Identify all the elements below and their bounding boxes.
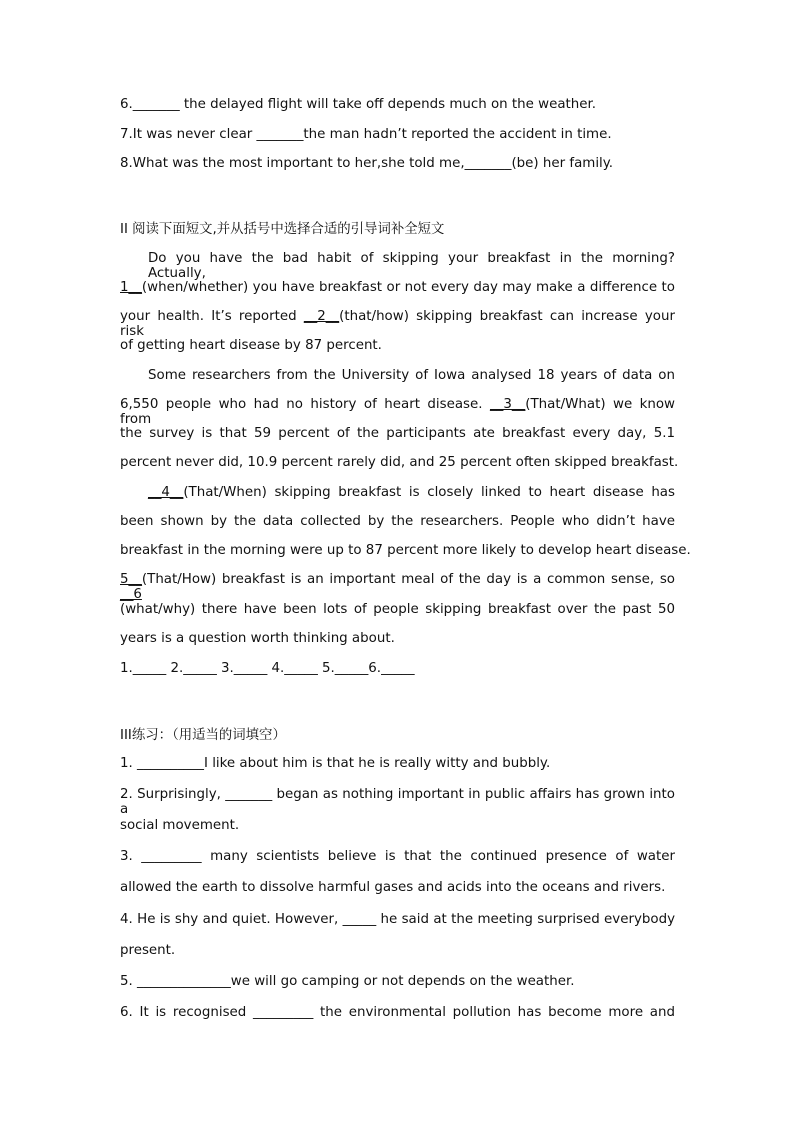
passage-line [120, 280, 675, 295]
passage-line [120, 485, 675, 500]
passage-line: been shown by the data collected by the researchers. People who didn’t have [120, 514, 675, 529]
exercise-2: 2. Surprisingly, _______ began as nothing important in public affairs has grown into a [120, 787, 675, 817]
exercise-4: 4. He is shy and quiet. However, _____ he said at the meeting surprised everybody [120, 912, 675, 927]
blank-1[interactable]: 1__ [120, 280, 142, 295]
exercise-3-cont: allowed the earth to dissolve harmful gases and acids into the oceans and rivers. [120, 880, 666, 895]
exercise-4-cont: present. [120, 943, 176, 958]
passage-line: Do you have the bad habit of skipping your breakfast in the morning? Actually, [148, 251, 675, 281]
passage-line: Some researchers from the University of Iowa analysed 18 years of data on [148, 368, 675, 383]
exercise-3: 3. _________ many scientists believe is that the continued presence of water [120, 849, 675, 864]
exercise-1: 1. __________I like about him is that he is really witty and bubbly. [120, 756, 551, 771]
passage-line: percent never did, 10.9 percent rarely did, and 25 percent often skipped breakfast. [120, 455, 679, 470]
passage-text: (That/When) skipping breakfast is closely linked to heart disease has [183, 485, 675, 500]
passage-line: (what/why) there have been lots of people skipping breakfast over the past 50 [120, 602, 675, 617]
exercise-5: 5. ______________we will go camping or not depends on the weather. [120, 974, 575, 989]
blank-6[interactable]: __6 [120, 587, 142, 602]
exercise-6: 6. It is recognised _________ the environmental pollution has become more and [120, 1005, 675, 1020]
passage-line: of getting heart disease by 87 percent. [120, 338, 382, 353]
blank-3[interactable]: __3__ [489, 397, 526, 412]
question-7: 7.It was never clear _______the man hadn’t reported the accident in time. [120, 127, 612, 142]
passage-line [120, 572, 675, 602]
question-8: 8.What was the most important to her,she told me,_______(be) her family. [120, 156, 614, 171]
passage-text: (when/whether) you have breakfast or not every day may make a difference to [141, 280, 675, 295]
passage-text: (That/What) we know from [120, 397, 676, 427]
passage-text: your health. It’s reported [120, 309, 297, 324]
passage-line: years is a question worth thinking about. [120, 631, 395, 646]
passage-line [120, 397, 675, 427]
passage-line [120, 309, 675, 339]
section-2-heading: II 阅读下面短文,并从括号中选择合适的引导词补全短文 [120, 222, 445, 237]
blank-2[interactable]: __2__ [303, 309, 340, 324]
exercise-2-cont: social movement. [120, 818, 240, 833]
passage-text: (that/how) skipping breakfast can increase your risk [120, 309, 675, 339]
passage-text: 6,550 people who had no history of heart disease. [120, 397, 483, 412]
passage-line: the survey is that 59 percent of the participants ate breakfast every day, 5.1 [120, 426, 675, 441]
answer-blanks[interactable]: 1._____ 2._____ 3._____ 4._____ 5._____6._____ [120, 661, 415, 676]
question-6: 6._______ the delayed flight will take off depends much on the weather. [120, 97, 597, 112]
blank-4[interactable]: __4__ [148, 485, 184, 500]
blank-5[interactable]: 5__ [120, 572, 142, 587]
passage-text: (That/How) breakfast is an important meal of the day is a common sense, so [141, 572, 675, 587]
section-3-heading: III练习：（用适当的词填空） [120, 728, 286, 743]
passage-line: breakfast in the morning were up to 87 percent more likely to develop heart disease. [120, 543, 691, 558]
